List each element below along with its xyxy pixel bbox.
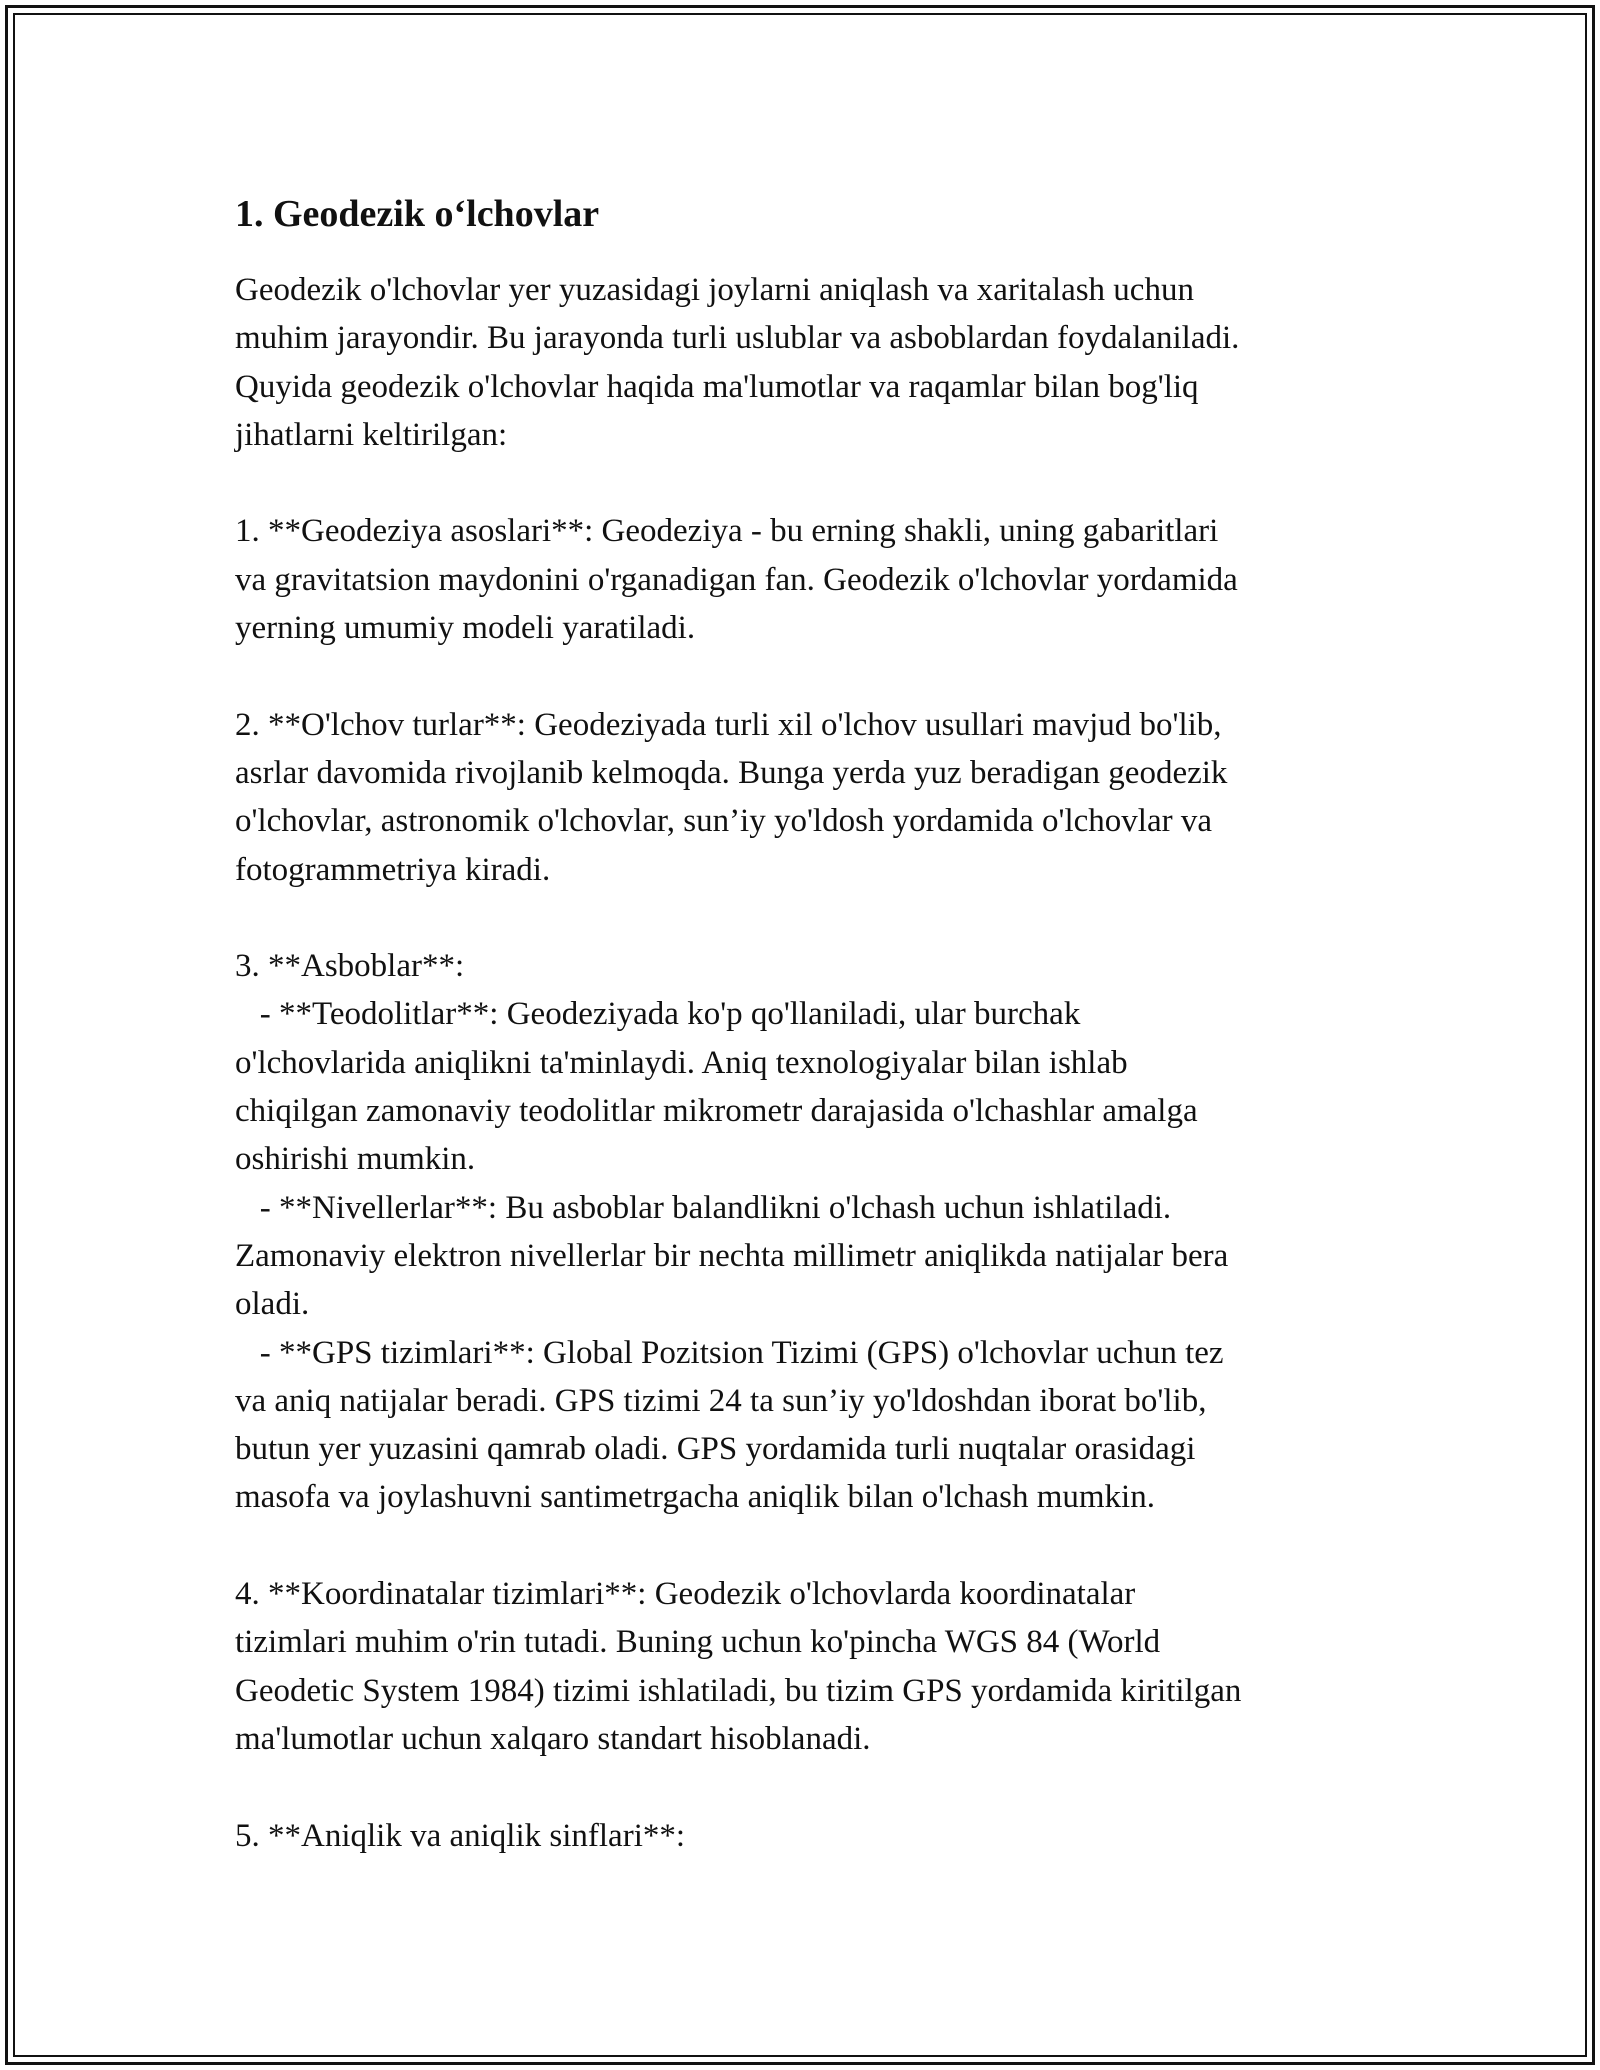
document-content <box>235 190 1365 1860</box>
document-body: Geodezik o'lchovlar yer yuzasidagi joylarni aniqlash va xaritalash uchun muhim jarayondir. Bu jarayonda turli uslublar va asboblardan foydalaniladi. Quyida geodezik o'lchovlar haqida ma'lumotlar va raqamlar bilan bog'liq jihatlarni keltirilgan: 1. **Geodeziya asoslari**: Geodeziya - bu erning shakli, uning gabaritlari va gravitatsion maydonini o'rganadigan fan. Geodezik o'lchovlar yordamida yerning umumiy modeli yaratiladi. 2. **O'lchov turlar**: Geodeziyada turli xil o'lchov usullari mavjud bo'lib, asrlar davomida rivojlanib kelmoqda. Bunga yerda yuz beradigan geodezik o'lchovlar, astronomik o'lchovlar, sun’iy yo'ldosh yordamida o'lchovlar va fotogrammetriya kiradi. 3. **Asboblar**: - **Teodolitlar**: Geodeziyada ko'p qo'llaniladi, ular burchak o'lchovlarida aniqlikni ta'minlaydi. Aniq texnologiyalar bilan ishlab chiqilgan zamonaviy teodolitlar mikrometr darajasida o'lchashlar amalga oshirishi mumkin. - **Nivellerlar**: Bu asboblar balandlikni o'lchash uchun ishlatiladi. Zamonaviy elektron nivellerlar bir nechta millimetr aniqlikda natijalar bera oladi. - **GPS tizimlari**: Global Pozitsion Tizimi (GPS) o'lchovlar uchun tez va aniq natijalar beradi. GPS tizimi 24 ta sun’iy yo'ldoshdan iborat bo'lib, butun yer yuzasini qamrab oladi. GPS yordamida turli nuqtalar orasidagi masofa va joylashuvni santimetrgacha aniqlik bilan o'lchash mumkin. 4. **Koordinatalar tizimlari**: Geodezik o'lchovlarda koordinatalar tizimlari muhim o'rin tutadi. Buning uchun ko'pincha WGS 84 (World Geodetic System 1984) tizimi ishlatiladi, bu tizim GPS yordamida kiritilgan ma'lumotlar uchun xalqaro standart hisoblanadi. 5. **Aniqlik va aniqlik sinflari**: <box>235 272 1242 1854</box>
document-title: 1. Geodezik o‘lchovlar <box>235 193 600 235</box>
